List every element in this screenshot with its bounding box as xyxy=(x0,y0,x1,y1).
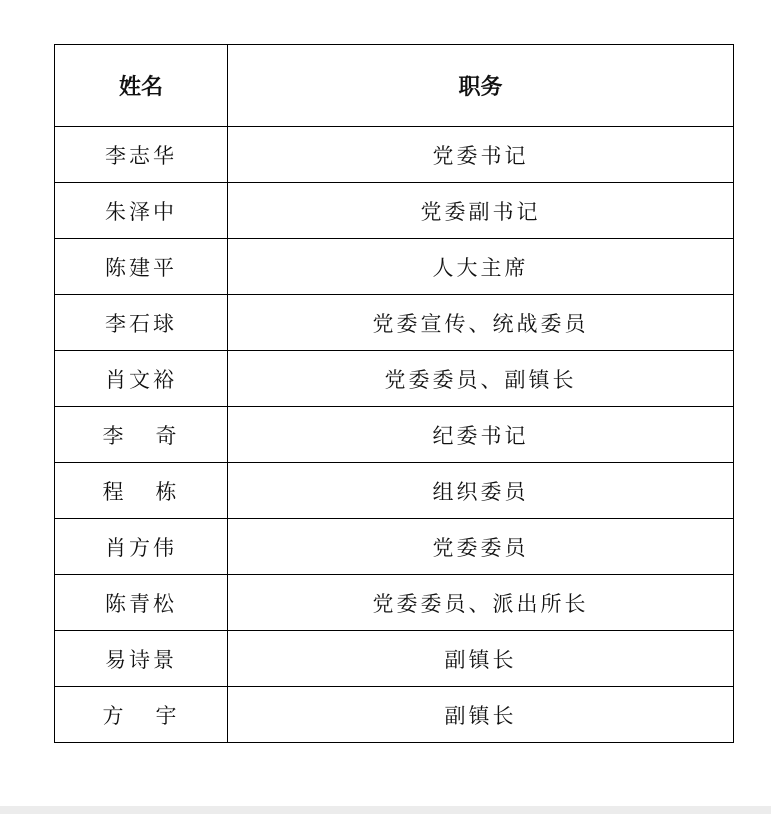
cell-position: 党委委员、副镇长 xyxy=(228,351,734,407)
cell-name: 李志华 xyxy=(55,127,228,183)
page-bottom-edge xyxy=(0,806,771,814)
cell-position: 组织委员 xyxy=(228,463,734,519)
cell-position: 纪委书记 xyxy=(228,407,734,463)
cell-name: 方 宇 xyxy=(55,687,228,743)
cell-position: 副镇长 xyxy=(228,631,734,687)
cell-position: 党委书记 xyxy=(228,127,734,183)
cell-position: 党委宣传、统战委员 xyxy=(228,295,734,351)
table-row xyxy=(55,351,734,407)
cell-name: 朱泽中 xyxy=(55,183,228,239)
header-name: 姓名 xyxy=(55,45,228,127)
staff-table xyxy=(54,44,734,743)
cell-name: 程 栋 xyxy=(55,463,228,519)
cell-position: 党委副书记 xyxy=(228,183,734,239)
table-row xyxy=(55,239,734,295)
cell-name: 李石球 xyxy=(55,295,228,351)
cell-name: 易诗景 xyxy=(55,631,228,687)
cell-name: 李 奇 xyxy=(55,407,228,463)
cell-position: 副镇长 xyxy=(228,687,734,743)
table-header-row xyxy=(55,45,734,127)
table-row xyxy=(55,575,734,631)
table-row xyxy=(55,631,734,687)
table-row xyxy=(55,687,734,743)
table-row xyxy=(55,407,734,463)
cell-name: 肖方伟 xyxy=(55,519,228,575)
cell-position: 人大主席 xyxy=(228,239,734,295)
table-row xyxy=(55,295,734,351)
cell-name: 肖文裕 xyxy=(55,351,228,407)
table-row xyxy=(55,183,734,239)
table-row xyxy=(55,463,734,519)
cell-name: 陈建平 xyxy=(55,239,228,295)
cell-position: 党委委员 xyxy=(228,519,734,575)
table-row xyxy=(55,127,734,183)
table-row xyxy=(55,519,734,575)
header-position: 职务 xyxy=(228,45,734,127)
cell-name: 陈青松 xyxy=(55,575,228,631)
cell-position: 党委委员、派出所长 xyxy=(228,575,734,631)
